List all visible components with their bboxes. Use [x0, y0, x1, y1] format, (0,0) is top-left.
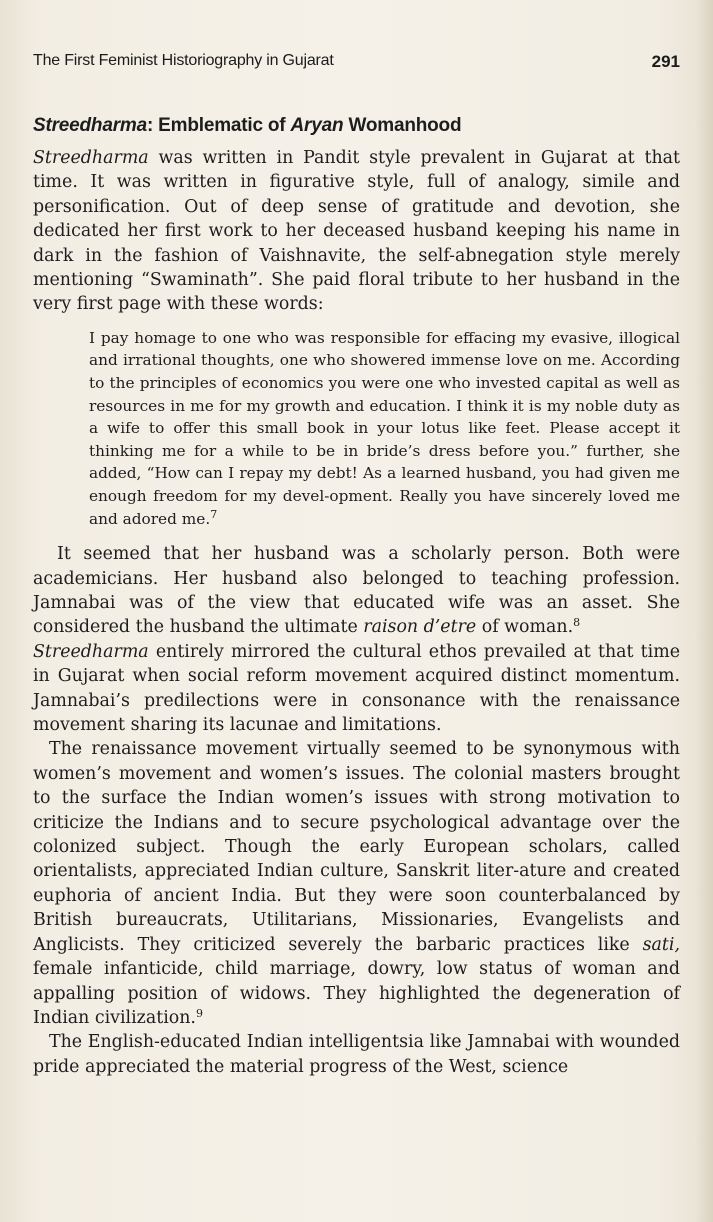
paragraph-4	[33, 737, 680, 1030]
paragraph-5-text: The English-educated Indian intelligentsia like Jamnabai with wounded pride appreciated the material progress of the West, science	[33, 1032, 680, 1077]
paragraph-2-text: It seemed that her husband was a scholarly person. Both were academicians. Her husband also belonged to teaching profession. Jamnabai was of the view that educated wife was an asset. She considered the husband the ultimate	[33, 544, 680, 638]
heading-end: Womanhood	[343, 115, 462, 136]
paragraph-4-text: The renaissance movement virtually seemed to be synonymous with women’s movement and women’s issues. The colonial masters brought to the surface the Indian women’s issues with strong motivation to criticize the Indians and to secure psychological advantage over the colonized subject. Though the early European scholars, called orientalists, appreciated Indian culture, Sanskrit liter-ature and created euphoria of ancient India. But they were soon counterbalanced by British bureaucrats, Utilitarians, Missionaries, Evangelists and Anglicists. They criticized severely the barbaric practices like	[33, 739, 680, 955]
footnote-ref-7: 7	[210, 507, 218, 521]
quote-text: I pay homage to one who was responsible for effacing my evasive, illogical and irrational thoughts, one who showered immense love on me. According to the principles of economics you were one who invested capital as well as resources in me for my growth and education. I think it is my noble duty as a wife to offer this small book in your lotus like feet. Please accept it thinking me for a while to be in bride’s dress before you.” further, she added, “How can I repay my debt! As a learned husband, you had given me enough freedom for my devel-opment. Really you have sincerely loved me and adored me.	[89, 328, 680, 528]
paragraph-5	[33, 1030, 680, 1079]
paragraph-3-lead: Streedharma	[33, 641, 149, 662]
running-header	[33, 52, 680, 78]
paragraph-4-italic: sati,	[642, 934, 680, 955]
heading-mid: : Emblematic of	[146, 115, 291, 136]
main-text	[33, 113, 680, 1079]
paragraph-2-italic: raison d’etre	[363, 617, 477, 638]
section-heading	[33, 113, 680, 138]
paragraph-1	[33, 146, 680, 317]
block-quote	[89, 327, 680, 530]
paragraph-3	[33, 640, 680, 738]
footnote-ref-8: 8	[573, 616, 581, 630]
running-title: The First Feminist Historiography in Gujarat	[33, 52, 334, 69]
paragraph-1-text: was written in Pandit style prevalent in Gujarat at that time. It was written in figurative style, full of analogy, simile and personification. Out of deep sense of gratitude and devotion, she dedicated her first work to her deceased husband keeping his name in dark in the fashion of Vaishnavite, the self-abnegation style merely mentioning “Swaminath”. She paid floral tribute to her husband in the very first page with these words:	[33, 148, 680, 315]
paragraph-1-lead: Streedharma	[33, 148, 149, 168]
paragraph-3-text: entirely mirrored the cultural ethos prevailed at that time in Gujarat when social reform movement acquired distinct momentum. Jamnabai’s predilections were in consonance with the renaissance movement sharing its lacunae and limitations.	[33, 641, 680, 736]
paragraph-4-end: female infanticide, child marriage, dowry, low status of woman and appalling position of widows. They highlighted the degeneration of Indian civilization.	[33, 959, 680, 1028]
heading-italic-aryan: Aryan	[290, 115, 344, 136]
paragraph-2	[33, 542, 680, 640]
page-number: 291	[651, 52, 680, 71]
paragraph-2-end: of woman.	[476, 617, 574, 638]
footnote-ref-9: 9	[195, 1006, 203, 1020]
heading-italic-streedharma: Streedharma	[33, 115, 147, 136]
